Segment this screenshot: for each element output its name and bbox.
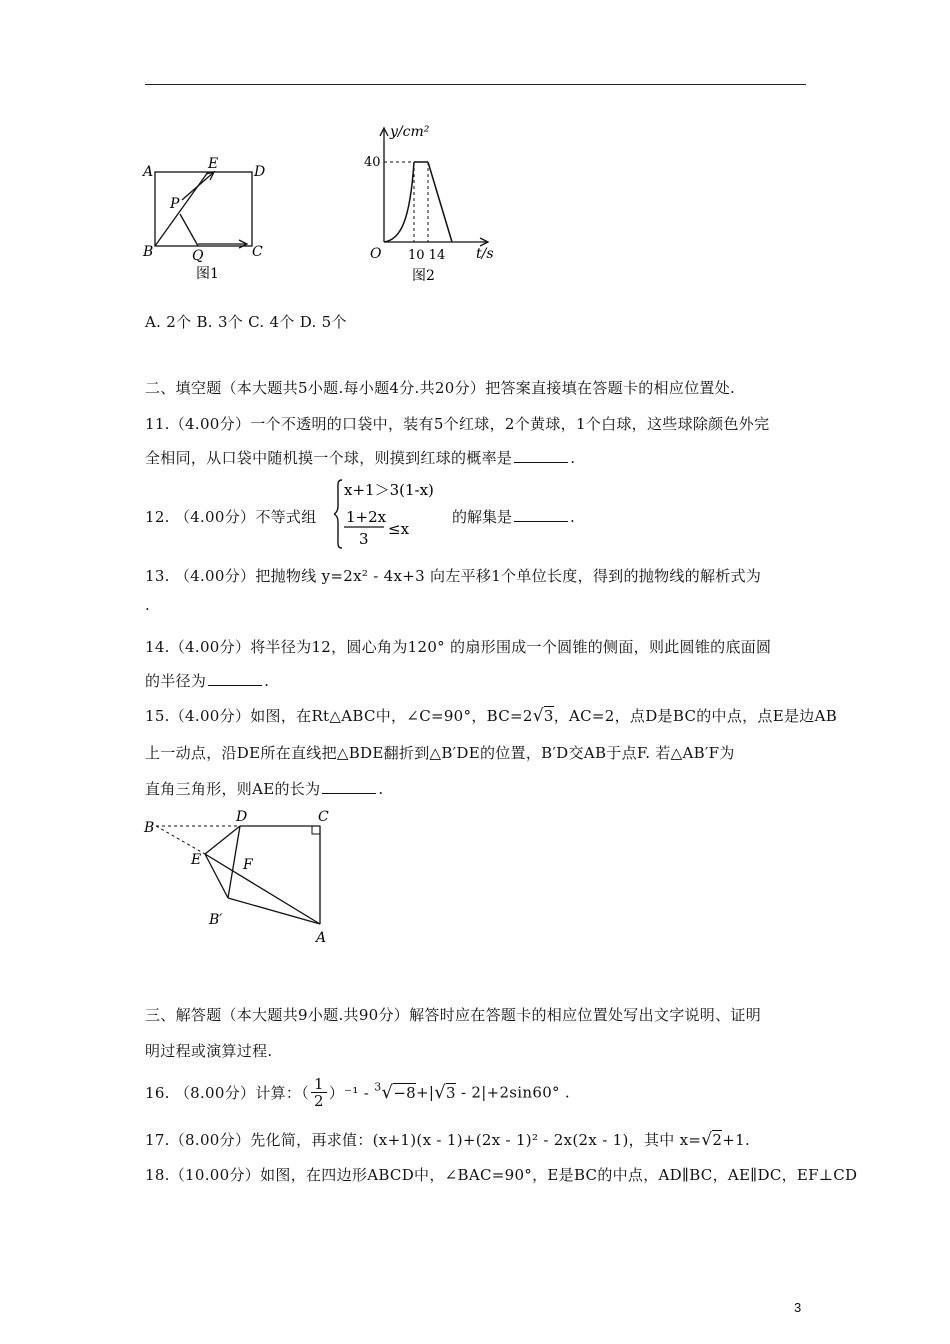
figure-1 [140,150,280,290]
sqrt-sign: √ [434,1082,447,1103]
fig15-label-F: F [243,857,253,873]
q15-sqrt-arg: 3 [543,707,554,725]
inequality-system [334,478,444,550]
q17-text: 17.（8.00分）先化简，再求值：(x+1)(x - 1)+(2x - 1)² - 2x(2x - 1)，其中 x= [145,1131,702,1149]
fig15-label-B: B [144,820,155,836]
fig15-label-A: A [316,930,327,946]
answer-blank [514,509,568,522]
q16-abs-open: +| [416,1083,435,1102]
figure-2 [360,122,500,292]
q17-end: +1. [722,1131,751,1149]
q12-ineq2-num: 1+2x [346,508,387,526]
sqrt-sign: √ [381,1082,394,1103]
fig1-label-A: A [143,164,154,180]
q15-line1-a: 15.（4.00分）如图，在Rt△ABC中，∠C=90°，BC=2 [145,707,533,725]
fig2-origin: O [370,246,382,262]
q12-end: . [570,508,575,526]
q14-line1: 14.（4.00分）将半径为12，圆心角为120° 的扇形围成一个圆锥的侧面，则此圆锥的底面圆 [145,638,772,656]
fig2-x-axis-label: t/s [476,246,494,262]
q12-suffix-group [452,506,575,527]
header-rule [145,84,806,85]
q16-frac-den: 2 [314,1092,324,1110]
q11-line2 [145,447,575,468]
q15-end: . [378,780,384,798]
fig1-label-C: C [252,244,263,260]
sqrt-sign: √ [701,1130,713,1150]
q12-prefix: 12. （4.00分）不等式组 [145,508,317,526]
fig2-x-ticks: 10 14 [408,248,446,263]
answer-blank [514,450,568,463]
q12-ineq1: x+1＞3(1-x) [344,481,434,499]
q15-line1 [145,705,837,726]
section2-header: 二、填空题（本大题共5小题.每小题4分.共20分）把答案直接填在答题卡的相应位置处. [145,379,736,397]
q11-end: . [570,449,576,467]
q15-line1-b: ，AC=2，点D是BC的中点，点E是边AB [553,707,838,725]
q12-ineq2-rel: ≤x [388,520,410,538]
q15-line3-text: 直角三角形，则AE的长为 [145,780,321,798]
fig15-label-C: C [318,809,329,825]
q18: 18.（10.00分）如图，在四边形ABCD中，∠BAC=90°，E是BC的中点，AD∥BC，AE∥DC，EF⊥CD [145,1166,858,1184]
q14-end: . [264,672,270,690]
q17 [145,1129,750,1150]
figure-q15 [140,806,340,956]
answer-blank [322,781,376,794]
fig1-label-E: E [208,156,219,172]
q15-line3 [145,778,383,799]
fig1-label-Q: Q [192,248,204,264]
q17-sqrt: 2 [712,1131,723,1149]
q16-abs-rest: - 2|+2sin60° . [455,1083,570,1102]
fig1-label-P: P [170,196,180,212]
q16-fraction [311,1076,327,1109]
q16-prefix: 16. （8.00分）计算：（ [145,1084,310,1102]
fig1-caption: 图1 [196,266,219,282]
fig15-label-E: E [191,852,202,868]
fig2-caption: 图2 [412,268,435,284]
sqrt-sign: √ [532,706,544,726]
q10-options: A. 2个 B. 3个 C. 4个 D. 5个 [145,313,347,331]
q14-line2 [145,670,269,691]
section3-line2: 明过程或演算过程. [145,1042,273,1060]
q11-line1: 11.（4.00分）一个不透明的口袋中，装有5个红球，2个黄球，1个白球，这些球除颜色外完 [145,415,770,433]
fig2-y-tick: 40 [364,155,381,170]
fig1-label-D: D [254,164,266,180]
fig15-label-B-prime: B′ [209,912,223,928]
q12-suffix: 的解集是 [452,508,513,526]
q16 [145,1076,570,1116]
section3-line1: 三、解答题（本大题共9小题.共90分）解答时应在答题卡的相应位置处写出文字说明、证明 [145,1006,762,1024]
q13-line2: . [145,596,151,614]
fig2-y-axis-label: y/cm² [390,124,430,140]
q16-abs-sqrt: 3 [446,1083,456,1102]
q11-line2-text: 全相同，从口袋中随机摸一个球，则摸到红球的概率是 [145,449,513,467]
q16-after-frac: ）⁻¹ - [328,1084,375,1102]
q15-line2: 上一动点，沿DE所在直线把△BDE翻折到△B′DE的位置，B′D交AB于点F. 若△AB′F为 [145,744,735,762]
q12-ineq2-den: 3 [359,530,369,548]
q13-line1: 13. （4.00分）把抛物线 y=2x² - 4x+3 向左平移1个单位长度，得到的抛物线的解析式为 [145,567,762,585]
q16-cube-index: 3 [374,1080,382,1094]
fig1-label-B: B [143,244,154,260]
page-number: 3 [794,1300,802,1315]
q16-cube-radicand: −8 [393,1083,417,1102]
fig15-label-D: D [236,809,248,825]
q16-frac-num: 1 [311,1076,327,1093]
answer-blank [208,673,262,686]
q14-line2-text: 的半径为 [145,672,207,690]
